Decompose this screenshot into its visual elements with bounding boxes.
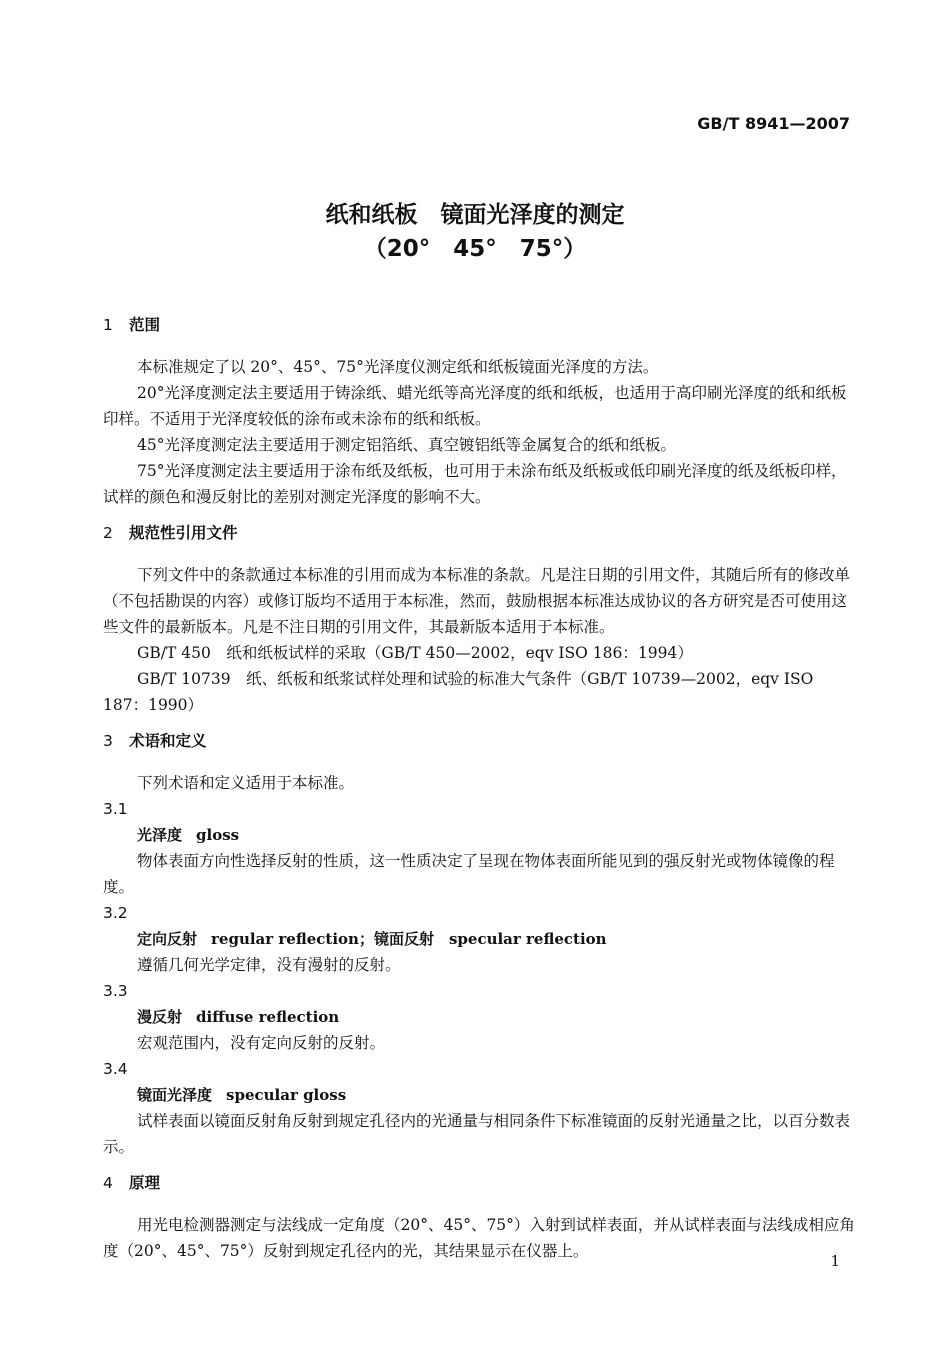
- term-number: 3.2: [103, 904, 128, 922]
- paragraph: 下列术语和定义适用于本标准。: [137, 774, 355, 792]
- title-line-1: 纸和纸板 镜面光泽度的测定: [325, 202, 625, 228]
- term-title: 镜面光泽度 specular gloss: [137, 1086, 347, 1104]
- term-number: 3.1: [103, 800, 128, 818]
- paragraph: 下列文件中的条款通过本标准的引用而成为本标准的条款。凡是注日期的引用文件，其随后所有的修改单（不包括勘误的内容）或修订版均不适用于本标准，然而，鼓励根据本标准达成协议的各方研究是否可使用这些文件的最新版本。凡是不注日期的引用文件，其最新版本适用于本标准。: [103, 566, 851, 636]
- paragraph: 用光电检测器测定与法线成一定角度（20°、45°、75°）入射到试样表面，并从试样表面与法线成相应角度（20°、45°、75°）反射到规定孔径内的光，其结果显示在仪器上。: [103, 1216, 855, 1260]
- title-line-2: （20° 45° 75°）: [363, 236, 587, 262]
- document-body: [103, 312, 855, 1264]
- term-title: 漫反射 diffuse reflection: [137, 1008, 340, 1026]
- section-1-heading: 1 范围: [103, 316, 161, 334]
- section-3-heading: 3 术语和定义: [103, 732, 207, 750]
- term-definition: 物体表面方向性选择反射的性质，这一性质决定了呈现在物体表面所能见到的强反射光或物体镜像的程度。: [103, 852, 835, 896]
- standard-code: GB/T 8941—2007: [697, 114, 850, 133]
- term-definition: 遵循几何光学定律，没有漫射的反射。: [137, 956, 401, 974]
- term-definition: 宏观范围内，没有定向反射的反射。: [137, 1034, 386, 1052]
- reference-item: GB/T 10739 纸、纸板和纸浆试样处理和试验的标准大气条件（GB/T 10739—2002，eqv ISO 187：1990）: [103, 670, 814, 714]
- paragraph: 本标准规定了以 20°、45°、75°光泽度仪测定纸和纸板镜面光泽度的方法。: [137, 358, 659, 376]
- paragraph: 45°光泽度测定法主要适用于测定铝箔纸、真空镀铝纸等金属复合的纸和纸板。: [137, 436, 676, 454]
- paragraph: 75°光泽度测定法主要适用于涂布纸及纸板，也可用于未涂布纸及纸板或低印刷光泽度的纸及纸板印样，试样的颜色和漫反射比的差别对测定光泽度的影响不大。: [103, 462, 847, 506]
- term-number: 3.3: [103, 982, 128, 1000]
- term-title: 定向反射 regular reflection；镜面反射 specular reflection: [137, 930, 607, 948]
- reference-item: GB/T 450 纸和纸板试样的采取（GB/T 450—2002，eqv ISO 186：1994）: [137, 644, 693, 662]
- term-number: 3.4: [103, 1060, 128, 1078]
- term-title: 光泽度 gloss: [137, 826, 240, 844]
- term-definition: 试样表面以镜面反射角反射到规定孔径内的光通量与相同条件下标准镜面的反射光通量之比，以百分数表示。: [103, 1112, 851, 1156]
- section-4-heading: 4 原理: [103, 1174, 161, 1192]
- page-number: 1: [830, 1252, 840, 1270]
- paragraph: 20°光泽度测定法主要适用于铸涂纸、蜡光纸等高光泽度的纸和纸板，也适用于高印刷光泽度的纸和纸板印样。不适用于光泽度较低的涂布或未涂布的纸和纸板。: [103, 384, 847, 428]
- document-title: [0, 198, 950, 266]
- section-2-heading: 2 规范性引用文件: [103, 524, 238, 542]
